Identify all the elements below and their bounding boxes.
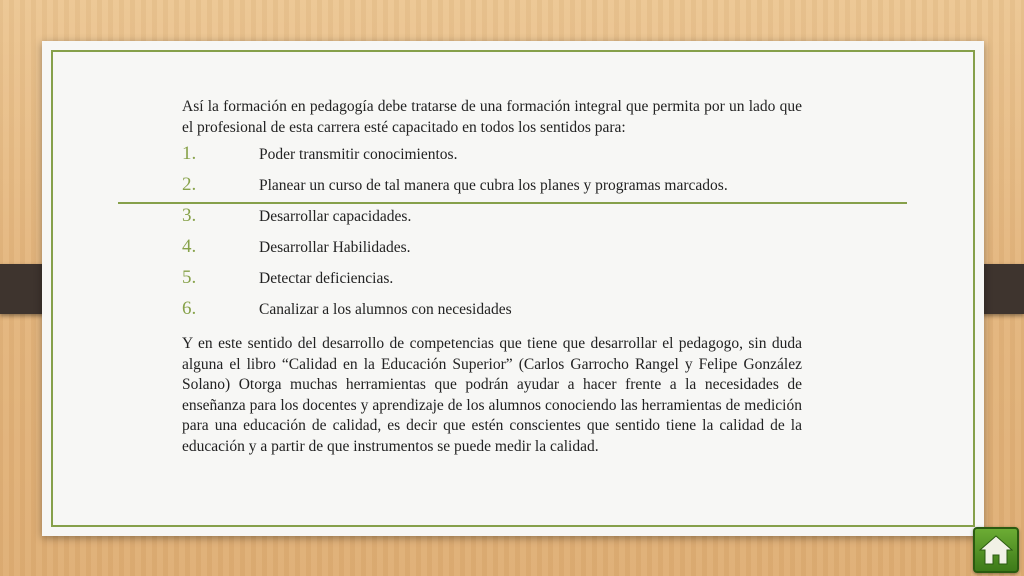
numbered-list — [182, 144, 802, 330]
item-text: Planear un curso de tal manera que cubra los planes y programas marcados. — [259, 177, 728, 194]
item-number: 4. — [182, 236, 197, 257]
item-text: Canalizar a los alumnos con necesidades — [259, 301, 512, 318]
home-icon — [979, 534, 1013, 566]
list-item — [182, 268, 802, 299]
item-text: Detectar deficiencias. — [259, 270, 394, 287]
item-text: Desarrollar Habilidades. — [259, 239, 411, 256]
item-number: 3. — [182, 205, 197, 226]
item-text: Desarrollar capacidades. — [259, 208, 412, 225]
list-item — [182, 206, 802, 237]
slide-content — [182, 97, 802, 457]
item-number: 2. — [182, 174, 197, 195]
list-item — [182, 144, 802, 175]
list-item — [182, 237, 802, 268]
item-number: 5. — [182, 267, 197, 288]
item-number: 1. — [182, 143, 197, 164]
item-number: 6. — [182, 298, 197, 319]
home-button[interactable] — [973, 527, 1019, 573]
item-text: Poder transmitir conocimientos. — [259, 146, 458, 163]
closing-paragraph: Y en este sentido del desarrollo de competencias que tiene que desarrollar el pedagogo, sin duda alguna el libro “Calidad en la Educación Superior” (Carlos Garrocho Rangel y Felipe González Solano) Otorga muchas herramientas que podrán ayudar a hacer frente a la necesidades de enseñanza para los docentes y aprendizaje de los alumnos conociendo las herramientas de medición para una educación de calidad, es decir que estén conscientes que sentido tiene la calidad de la educación y a partir de que instrumentos se puede medir la calidad. — [182, 335, 802, 455]
list-item — [182, 299, 802, 330]
list-item — [182, 175, 802, 206]
slide-card — [42, 41, 984, 536]
intro-paragraph: Así la formación en pedagogía debe tratarse de una formación integral que permita por un lado que el profesional de esta carrera esté capacitado en todos los sentidos para: — [182, 98, 802, 136]
